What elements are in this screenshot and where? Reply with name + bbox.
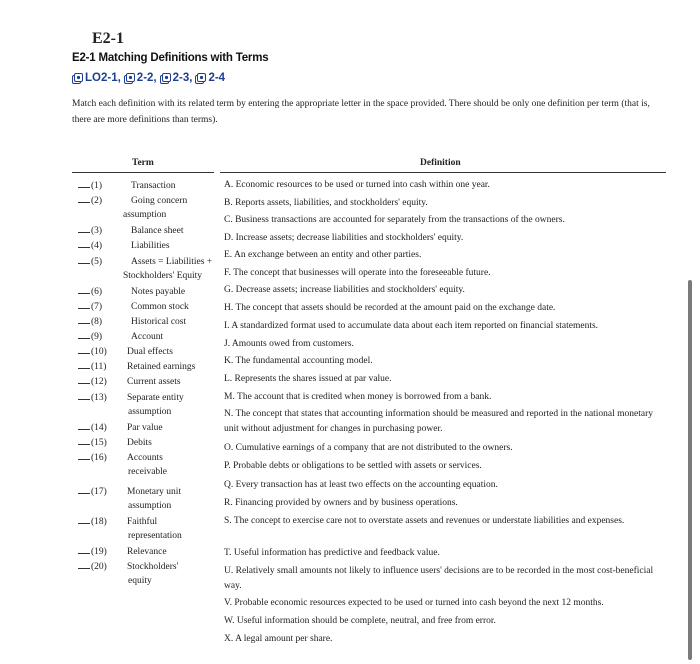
definition-n: N. The concept that states that accounting information should be measured and reported in the national monetary unit without adjustment for changes in purchasing power. [224, 409, 654, 434]
answer-blank-19[interactable] [78, 544, 90, 554]
term-row-13: (13) Separate entity [78, 390, 184, 406]
answer-blank-20[interactable] [78, 559, 90, 569]
definition-column-header: Definition [420, 158, 461, 168]
lo-label: 2-2, [136, 72, 157, 84]
lo-link-2-2[interactable] [124, 72, 157, 84]
definition-i: I. A standardized format used to accumulate data about each item reported on financial statements. [224, 321, 599, 331]
lo-label: LO2-1, [85, 72, 121, 84]
term-label: Stockholders' [127, 562, 179, 572]
scrollbar-thumb[interactable] [688, 280, 692, 660]
definition-w: W. Useful information should be complete, neutral, and free from error. [224, 616, 496, 626]
term-label: Debits [127, 438, 152, 448]
term-row-6: (6) Notes payable [78, 284, 185, 300]
term-row-17: (17) Monetary unit [78, 484, 181, 500]
definition-q: Q. Every transaction has at least two effects on the accounting equation. [224, 480, 498, 490]
definition-o: O. Cumulative earnings of a company that are not distributed to the owners. [224, 443, 513, 453]
answer-blank-18[interactable] [78, 514, 90, 524]
term-row-9: (9) Account [78, 329, 163, 345]
answer-blank-3[interactable] [78, 223, 90, 233]
term-label: Current assets [127, 377, 181, 387]
term-label: Retained earnings [127, 362, 196, 372]
answer-blank-15[interactable] [78, 435, 90, 445]
answer-blank-12[interactable] [78, 374, 90, 384]
problem-id: E2-1 [92, 30, 124, 47]
term-row-10: (10) Dual effects [78, 344, 173, 360]
term-row-1: (1) Transaction [78, 178, 176, 194]
definition-v: V. Probable economic resources expected to be used or turned into cash beyond the next 12 months. [224, 598, 604, 608]
definition-u: U. Relatively small amounts not likely to influence users' decisions are to be recorded in the most cost-beneficial way. [224, 566, 654, 591]
term-label-cont: Stockholders' Equity [123, 271, 203, 281]
term-row-12: (12) Current assets [78, 374, 181, 390]
definition-e: E. An exchange between an entity and other parties. [224, 250, 422, 260]
term-label: Account [131, 332, 164, 342]
definition-k: K. The fundamental accounting model. [224, 356, 373, 366]
answer-blank-16[interactable] [78, 450, 90, 460]
definition-d: D. Increase assets; decrease liabilities and stockholders' equity. [224, 233, 464, 243]
term-label: Separate entity [127, 393, 184, 403]
definition-g: G. Decrease assets; increase liabilities and stockholders' equity. [224, 285, 465, 295]
definition-c: C. Business transactions are accounted for separately from the transactions of the owners. [224, 215, 565, 225]
term-label: Faithful [127, 517, 158, 527]
answer-blank-4[interactable] [78, 238, 90, 248]
term-label: Notes payable [131, 287, 186, 297]
definition-a: A. Economic resources to be used or turned into cash within one year. [224, 180, 490, 190]
definition-h: H. The concept that assets should be recorded at the amount paid on the exchange date. [224, 303, 556, 313]
term-row-3: (3) Balance sheet [78, 223, 184, 239]
answer-blank-5[interactable] [78, 254, 90, 264]
lo-label: 2-3, [172, 72, 193, 84]
term-label: Going concern [131, 196, 188, 206]
definition-header-rule [220, 172, 666, 173]
lo-link-2-4[interactable] [195, 72, 225, 84]
term-label: Assets = Liabilities + [131, 257, 213, 267]
term-header-rule [72, 172, 214, 173]
term-row-2: (2) Going concern [78, 193, 187, 209]
definition-j: J. Amounts owed from customers. [224, 339, 354, 349]
term-row-20: (20) Stockholders' [78, 559, 178, 575]
term-row-8: (8) Historical cost [78, 314, 186, 330]
term-row-7: (7) Common stock [78, 299, 189, 315]
term-label: Accounts [127, 453, 163, 463]
term-label: Relevance [127, 547, 167, 557]
term-row-5: (5) Assets = Liabilities + [78, 254, 212, 270]
definition-t: T. Useful information has predictive and feedback value. [224, 548, 440, 558]
term-row-19: (19) Relevance [78, 544, 167, 560]
answer-blank-10[interactable] [78, 344, 90, 354]
term-label-cont: assumption [128, 501, 172, 511]
answer-blank-9[interactable] [78, 329, 90, 339]
learning-objective-icon [195, 73, 206, 84]
term-row-4: (4) Liabilities [78, 238, 170, 254]
answer-blank-14[interactable] [78, 420, 90, 430]
term-row-18: (18) Faithful [78, 514, 157, 530]
definition-s: S. The concept to exercise care not to overstate assets and revenues or understate liabilities and expenses. [224, 516, 625, 526]
problem-title: E2-1 Matching Definitions with Terms [72, 52, 269, 64]
term-row-16: (16) Accounts [78, 450, 163, 466]
term-row-11: (11) Retained earnings [78, 359, 195, 375]
definition-r: R. Financing provided by owners and by business operations. [224, 498, 458, 508]
term-label: Liabilities [131, 241, 170, 251]
term-label: Par value [127, 423, 163, 433]
lo-link-2-1[interactable] [72, 72, 121, 84]
definition-b: B. Reports assets, liabilities, and stockholders' equity. [224, 198, 428, 208]
lo-label: 2-4 [208, 72, 226, 84]
term-label: Dual effects [127, 347, 173, 357]
term-label-cont: equity [128, 576, 152, 586]
lo-link-2-3[interactable] [160, 72, 193, 84]
term-column-header: Term [132, 158, 154, 168]
term-label: Balance sheet [131, 226, 184, 236]
answer-blank-8[interactable] [78, 314, 90, 324]
learning-objective-icon [72, 73, 83, 84]
learning-objective-icon [124, 73, 135, 84]
term-label: Historical cost [131, 317, 187, 327]
definition-p: P. Probable debts or obligations to be settled with assets or services. [224, 461, 482, 471]
term-label: Transaction [131, 181, 176, 191]
answer-blank-1[interactable] [78, 178, 90, 188]
definition-m: M. The account that is credited when money is borrowed from a bank. [224, 392, 492, 402]
answer-blank-2[interactable] [78, 193, 90, 203]
learning-objective-icon [160, 73, 171, 84]
answer-blank-6[interactable] [78, 284, 90, 294]
term-label: Common stock [131, 302, 189, 312]
instructions: Match each definition with its related term by entering the appropriate letter in the space provided. There should be only one definition per term (that is, there are more definitions than terms). [72, 99, 650, 125]
answer-blank-7[interactable] [78, 299, 90, 309]
term-label-cont: assumption [128, 407, 172, 417]
term-label-cont: representation [128, 531, 182, 541]
term-label: Monetary unit [127, 487, 182, 497]
learning-objectives [72, 72, 227, 84]
answer-blank-11[interactable] [78, 359, 90, 369]
term-row-15: (15) Debits [78, 435, 152, 451]
term-row-14: (14) Par value [78, 420, 163, 436]
term-label-cont: receivable [128, 467, 168, 477]
answer-blank-17[interactable] [78, 484, 90, 494]
definition-f: F. The concept that businesses will operate into the foreseeable future. [224, 268, 491, 278]
definition-l: L. Represents the shares issued at par value. [224, 374, 392, 384]
definition-x: X. A legal amount per share. [224, 634, 333, 644]
answer-blank-13[interactable] [78, 390, 90, 400]
term-label-cont: assumption [123, 210, 167, 220]
